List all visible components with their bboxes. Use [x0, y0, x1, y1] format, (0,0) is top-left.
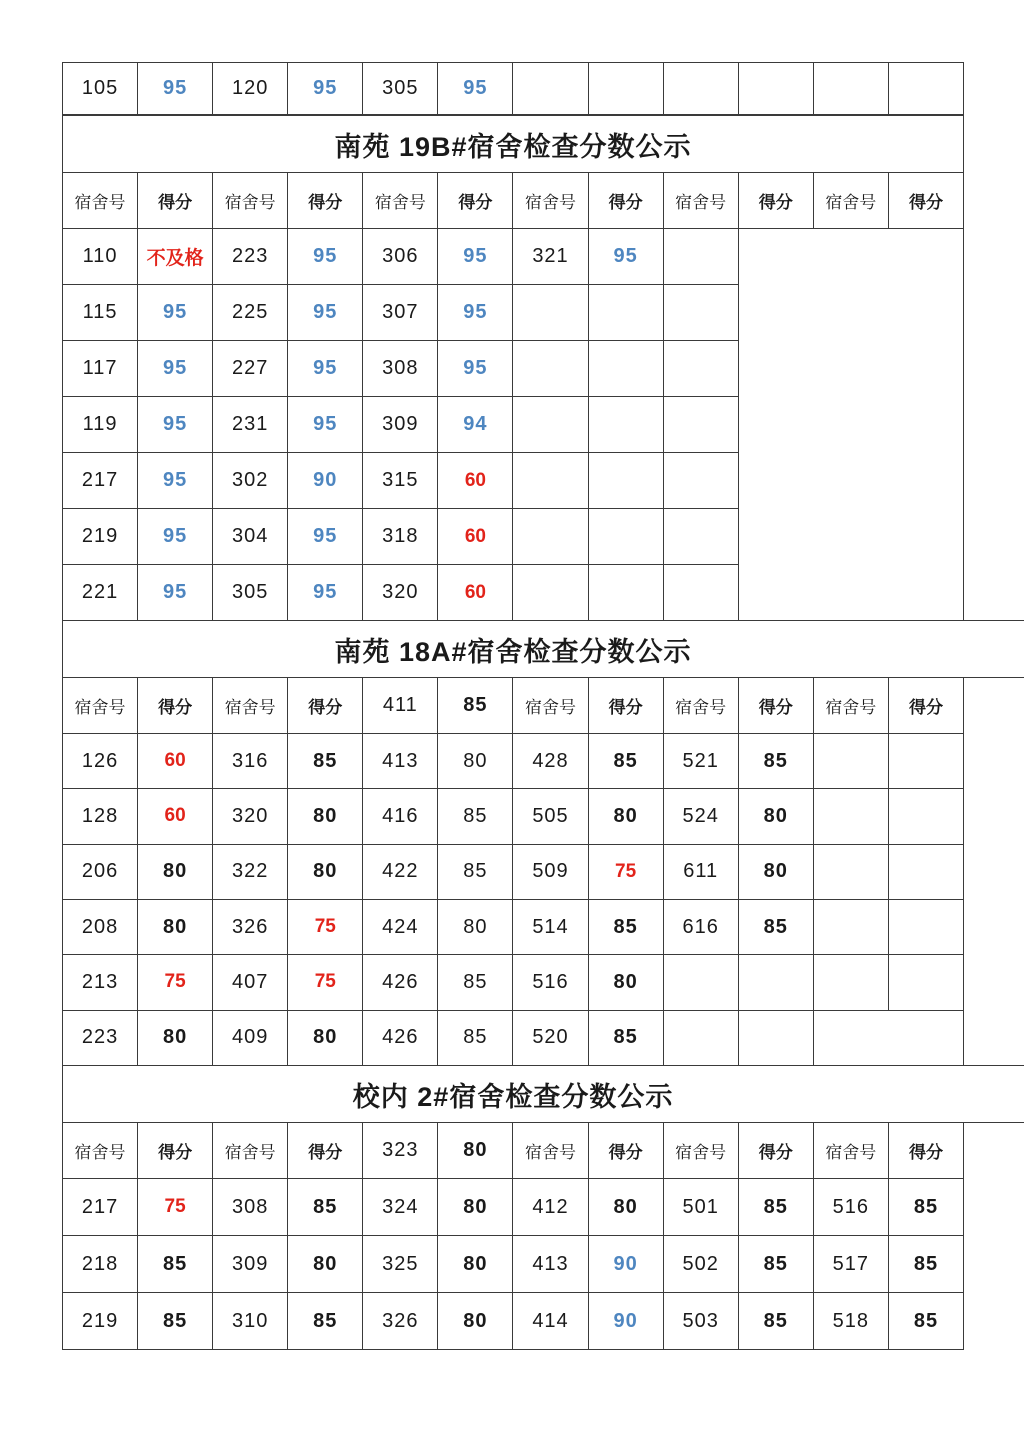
- data-cell: 95: [438, 285, 513, 341]
- table-row: [63, 844, 964, 899]
- data-cell: 509: [513, 844, 588, 899]
- header-cell: 宿舍号: [213, 173, 288, 229]
- empty-cell: [738, 955, 813, 1010]
- data-cell: 323: [363, 1123, 438, 1179]
- data-cell: 95: [288, 509, 363, 565]
- data-cell: 80: [438, 1123, 513, 1179]
- empty-cell: [513, 341, 588, 397]
- data-cell: 320: [363, 565, 438, 621]
- data-cell: 407: [213, 955, 288, 1010]
- section-title-row: [63, 116, 964, 173]
- empty-cell: [738, 229, 963, 621]
- data-cell: 85: [138, 1236, 213, 1293]
- data-cell: 128: [63, 789, 138, 844]
- empty-cell: [513, 565, 588, 621]
- empty-cell: [663, 453, 738, 509]
- data-cell: 413: [513, 1236, 588, 1293]
- header-cell: 宿舍号: [63, 678, 138, 734]
- data-cell: 422: [363, 844, 438, 899]
- data-cell: 325: [363, 1236, 438, 1293]
- data-cell: 428: [513, 734, 588, 789]
- data-cell: 95: [438, 229, 513, 285]
- header-cell: 得分: [738, 173, 813, 229]
- header-cell: 宿舍号: [813, 173, 888, 229]
- data-cell: 126: [63, 734, 138, 789]
- table-row: [63, 1010, 964, 1065]
- data-cell: 315: [363, 453, 438, 509]
- data-cell: 305: [213, 565, 288, 621]
- data-cell: 517: [813, 1236, 888, 1293]
- empty-cell: [888, 955, 963, 1010]
- data-cell: 413: [363, 734, 438, 789]
- data-cell: 75: [288, 899, 363, 954]
- data-cell: 95: [288, 565, 363, 621]
- data-cell: 85: [738, 1179, 813, 1236]
- table-nanyuan-19b: [62, 115, 964, 621]
- header-cell: 得分: [588, 173, 663, 229]
- right-edge-cell-fragment-xiaonei: [963, 1065, 1024, 1123]
- empty-cell: [813, 734, 888, 789]
- data-cell: 411: [363, 678, 438, 734]
- data-cell: 516: [813, 1179, 888, 1236]
- header-cell: 得分: [438, 173, 513, 229]
- header-cell: 宿舍号: [813, 678, 888, 734]
- data-cell: 85: [588, 734, 663, 789]
- empty-cell: [888, 734, 963, 789]
- data-cell: 80: [738, 844, 813, 899]
- data-cell: 80: [138, 899, 213, 954]
- empty-cell: [663, 565, 738, 621]
- data-cell: 520: [513, 1010, 588, 1065]
- data-cell: 409: [213, 1010, 288, 1065]
- data-cell: 80: [588, 789, 663, 844]
- empty-cell: [738, 63, 813, 115]
- data-cell: 85: [438, 1010, 513, 1065]
- data-cell: 502: [663, 1236, 738, 1293]
- data-cell: 503: [663, 1293, 738, 1350]
- empty-cell: [588, 341, 663, 397]
- data-cell: 85: [138, 1293, 213, 1350]
- data-cell: 95: [288, 285, 363, 341]
- data-cell: 110: [63, 229, 138, 285]
- data-cell: 426: [363, 955, 438, 1010]
- data-cell: 60: [438, 509, 513, 565]
- header-cell: 宿舍号: [63, 173, 138, 229]
- data-cell: 80: [588, 1179, 663, 1236]
- header-cell: 得分: [888, 173, 963, 229]
- data-cell: 95: [288, 63, 363, 115]
- data-cell: 412: [513, 1179, 588, 1236]
- data-cell: 223: [63, 1010, 138, 1065]
- empty-cell: [588, 453, 663, 509]
- data-cell: 85: [738, 899, 813, 954]
- data-cell: 616: [663, 899, 738, 954]
- empty-cell: [888, 63, 963, 115]
- data-cell: 414: [513, 1293, 588, 1350]
- data-cell: 85: [438, 789, 513, 844]
- data-cell: 75: [588, 844, 663, 899]
- header-cell: 得分: [288, 1123, 363, 1179]
- data-cell: 324: [363, 1179, 438, 1236]
- data-cell: 80: [438, 734, 513, 789]
- header-cell: 宿舍号: [663, 678, 738, 734]
- empty-cell: [663, 285, 738, 341]
- data-cell: 95: [138, 397, 213, 453]
- data-cell: 80: [438, 899, 513, 954]
- data-cell: 518: [813, 1293, 888, 1350]
- data-cell: 85: [288, 1179, 363, 1236]
- empty-cell: [663, 509, 738, 565]
- data-cell: 75: [138, 955, 213, 1010]
- data-cell: 501: [663, 1179, 738, 1236]
- header-cell: 宿舍号: [513, 173, 588, 229]
- data-cell: 120: [213, 63, 288, 115]
- data-cell: 306: [363, 229, 438, 285]
- header-cell: 宿舍号: [813, 1123, 888, 1179]
- header-cell: 得分: [138, 678, 213, 734]
- data-cell: 80: [438, 1236, 513, 1293]
- header-cell: 得分: [888, 1123, 963, 1179]
- header-cell: 得分: [588, 1123, 663, 1179]
- header-cell: 得分: [288, 678, 363, 734]
- data-cell: 426: [363, 1010, 438, 1065]
- table-row: [63, 789, 964, 844]
- data-cell: 225: [213, 285, 288, 341]
- data-cell: 85: [888, 1293, 963, 1350]
- data-cell: 119: [63, 397, 138, 453]
- data-cell: 90: [588, 1293, 663, 1350]
- empty-cell: [663, 397, 738, 453]
- empty-cell: [738, 1010, 813, 1065]
- empty-cell: [888, 789, 963, 844]
- header-cell: 宿舍号: [513, 1123, 588, 1179]
- empty-cell: [588, 285, 663, 341]
- empty-cell: [813, 899, 888, 954]
- data-cell: 80: [738, 789, 813, 844]
- data-cell: 95: [138, 453, 213, 509]
- data-cell: 231: [213, 397, 288, 453]
- data-cell: 80: [138, 1010, 213, 1065]
- data-cell: 85: [888, 1236, 963, 1293]
- header-cell: 宿舍号: [63, 1123, 138, 1179]
- table-row: [63, 1179, 964, 1236]
- data-cell: 不及格: [138, 229, 213, 285]
- data-cell: 85: [288, 1293, 363, 1350]
- data-cell: 75: [138, 1179, 213, 1236]
- data-cell: 95: [138, 341, 213, 397]
- header-cell: 宿舍号: [213, 1123, 288, 1179]
- header-cell: 宿舍号: [363, 173, 438, 229]
- data-cell: 85: [438, 678, 513, 734]
- data-cell: 611: [663, 844, 738, 899]
- data-cell: 95: [588, 229, 663, 285]
- empty-cell: [663, 1010, 738, 1065]
- right-edge-cell-fragment-18a: [963, 620, 1024, 678]
- data-cell: 80: [438, 1293, 513, 1350]
- data-cell: 85: [738, 1293, 813, 1350]
- empty-cell: [888, 844, 963, 899]
- data-cell: 208: [63, 899, 138, 954]
- data-cell: 60: [138, 789, 213, 844]
- data-cell: 326: [213, 899, 288, 954]
- data-cell: 521: [663, 734, 738, 789]
- data-cell: 85: [588, 899, 663, 954]
- header-cell: 宿舍号: [663, 1123, 738, 1179]
- data-cell: 304: [213, 509, 288, 565]
- section-header-row: [63, 173, 964, 229]
- data-cell: 326: [363, 1293, 438, 1350]
- header-cell: 得分: [588, 678, 663, 734]
- data-cell: 309: [363, 397, 438, 453]
- empty-cell: [813, 1010, 963, 1065]
- data-cell: 95: [138, 565, 213, 621]
- data-cell: 516: [513, 955, 588, 1010]
- data-cell: 80: [288, 844, 363, 899]
- table-row: [63, 1293, 964, 1350]
- empty-cell: [813, 844, 888, 899]
- data-cell: 320: [213, 789, 288, 844]
- data-cell: 217: [63, 1179, 138, 1236]
- empty-cell: [513, 397, 588, 453]
- data-cell: 321: [513, 229, 588, 285]
- data-cell: 85: [738, 734, 813, 789]
- header-cell: 宿舍号: [663, 173, 738, 229]
- empty-cell: [888, 899, 963, 954]
- section-title-row: [63, 621, 964, 678]
- data-cell: 307: [363, 285, 438, 341]
- data-cell: 80: [288, 789, 363, 844]
- table-row: [63, 63, 964, 115]
- empty-cell: [513, 453, 588, 509]
- data-cell: 308: [213, 1179, 288, 1236]
- data-cell: 308: [363, 341, 438, 397]
- data-cell: 95: [438, 341, 513, 397]
- data-cell: 322: [213, 844, 288, 899]
- data-cell: 105: [63, 63, 138, 115]
- empty-cell: [813, 63, 888, 115]
- table-row: [63, 229, 964, 285]
- data-cell: 90: [588, 1236, 663, 1293]
- data-cell: 309: [213, 1236, 288, 1293]
- data-cell: 85: [888, 1179, 963, 1236]
- empty-cell: [513, 509, 588, 565]
- table-row: [63, 734, 964, 789]
- data-cell: 60: [438, 453, 513, 509]
- data-cell: 316: [213, 734, 288, 789]
- table-nanyuan-18a: [62, 620, 964, 1066]
- data-cell: 223: [213, 229, 288, 285]
- data-cell: 60: [438, 565, 513, 621]
- data-cell: 95: [138, 63, 213, 115]
- data-cell: 206: [63, 844, 138, 899]
- empty-cell: [588, 63, 663, 115]
- data-cell: 80: [288, 1236, 363, 1293]
- table-row: [63, 955, 964, 1010]
- empty-cell: [588, 509, 663, 565]
- empty-cell: [663, 955, 738, 1010]
- empty-cell: [513, 285, 588, 341]
- data-cell: 318: [363, 509, 438, 565]
- data-cell: 115: [63, 285, 138, 341]
- data-cell: 95: [138, 285, 213, 341]
- header-cell: 得分: [288, 173, 363, 229]
- section-title-row: [63, 1066, 964, 1123]
- data-cell: 310: [213, 1293, 288, 1350]
- data-cell: 95: [138, 509, 213, 565]
- data-cell: 85: [588, 1010, 663, 1065]
- data-cell: 505: [513, 789, 588, 844]
- data-cell: 60: [138, 734, 213, 789]
- header-cell: 得分: [138, 1123, 213, 1179]
- data-cell: 80: [288, 1010, 363, 1065]
- table-row: [63, 1236, 964, 1293]
- data-cell: 80: [138, 844, 213, 899]
- header-cell: 宿舍号: [213, 678, 288, 734]
- section-title: 南苑 18A#宿舍检查分数公示: [63, 621, 964, 678]
- data-cell: 85: [438, 844, 513, 899]
- header-cell: 得分: [888, 678, 963, 734]
- section-header-row: [63, 678, 964, 734]
- data-cell: 95: [288, 397, 363, 453]
- header-cell: 得分: [738, 678, 813, 734]
- table-xiaonei-2: [62, 1065, 964, 1350]
- data-cell: 219: [63, 1293, 138, 1350]
- empty-cell: [813, 789, 888, 844]
- data-cell: 424: [363, 899, 438, 954]
- section-title: 南苑 19B#宿舍检查分数公示: [63, 116, 964, 173]
- header-cell: 得分: [738, 1123, 813, 1179]
- empty-cell: [663, 63, 738, 115]
- data-cell: 305: [363, 63, 438, 115]
- data-cell: 80: [588, 955, 663, 1010]
- section-title: 校内 2#宿舍检查分数公示: [63, 1066, 964, 1123]
- data-cell: 227: [213, 341, 288, 397]
- section-header-row: [63, 1123, 964, 1179]
- data-cell: 85: [288, 734, 363, 789]
- header-cell: 得分: [138, 173, 213, 229]
- header-cell: 宿舍号: [513, 678, 588, 734]
- data-cell: 213: [63, 955, 138, 1010]
- table-row: [63, 899, 964, 954]
- data-cell: 514: [513, 899, 588, 954]
- data-cell: 221: [63, 565, 138, 621]
- data-cell: 95: [288, 341, 363, 397]
- data-cell: 95: [438, 63, 513, 115]
- empty-cell: [663, 341, 738, 397]
- data-cell: 217: [63, 453, 138, 509]
- data-cell: 95: [288, 229, 363, 285]
- data-cell: 219: [63, 509, 138, 565]
- data-cell: 75: [288, 955, 363, 1010]
- data-cell: 94: [438, 397, 513, 453]
- empty-cell: [588, 565, 663, 621]
- data-cell: 117: [63, 341, 138, 397]
- data-cell: 416: [363, 789, 438, 844]
- table-previous-section-partial-row: [62, 62, 964, 115]
- data-cell: 80: [438, 1179, 513, 1236]
- empty-cell: [663, 229, 738, 285]
- empty-cell: [588, 397, 663, 453]
- data-cell: 90: [288, 453, 363, 509]
- data-cell: 85: [438, 955, 513, 1010]
- data-cell: 524: [663, 789, 738, 844]
- empty-cell: [813, 955, 888, 1010]
- data-cell: 85: [738, 1236, 813, 1293]
- data-cell: 218: [63, 1236, 138, 1293]
- empty-cell: [513, 63, 588, 115]
- data-cell: 302: [213, 453, 288, 509]
